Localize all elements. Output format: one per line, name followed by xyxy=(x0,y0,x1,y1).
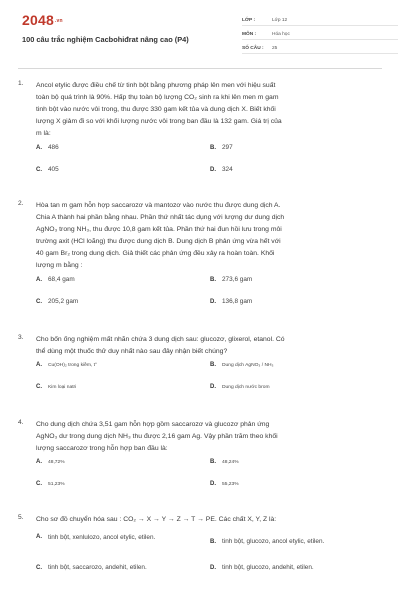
meta-row-class xyxy=(242,12,398,26)
question-line: 40 gam Br₂ trong dung dịch. Giả thiết các phản ứng đều xảy ra hoàn toàn. Khối xyxy=(36,250,275,257)
meta-value: 25 xyxy=(272,46,278,51)
option-b[interactable] xyxy=(210,538,324,545)
option-text: 48,24% xyxy=(222,459,239,465)
option-d[interactable] xyxy=(210,384,270,390)
option-a[interactable] xyxy=(36,276,75,283)
answer-options xyxy=(36,362,384,410)
meta-row-subject xyxy=(242,26,398,40)
meta-value: Lớp 12 xyxy=(272,18,288,23)
option-key: D. xyxy=(210,384,216,390)
option-text: 205,2 gam xyxy=(48,298,79,305)
answer-options xyxy=(36,276,384,324)
question-line: Cho sơ đồ chuyển hóa sau : CO₂ → X → Y → Z → T → PE. Các chất X, Y, Z là: xyxy=(36,516,277,523)
option-key: D. xyxy=(210,166,216,173)
option-text: Dung dịch AgNO₃ / NH₃ xyxy=(222,362,274,368)
answer-options xyxy=(36,459,384,507)
option-a[interactable] xyxy=(36,532,196,543)
option-text: 405 xyxy=(48,166,59,173)
option-text: tinh bột, glucozo, ancol etylic, etilen. xyxy=(222,538,325,545)
option-b[interactable] xyxy=(210,144,233,151)
option-key: A. xyxy=(36,276,42,283)
worksheet-header xyxy=(18,0,382,70)
option-key: A. xyxy=(36,362,42,368)
question-line: toàn bộ quá trình là 90%. Hấp thụ toàn bộ lượng CO₂ sinh ra khi lên men m gam xyxy=(36,94,279,101)
option-c[interactable] xyxy=(36,384,76,390)
option-text: Cu(OH)₂ trong kiềm, t° xyxy=(48,362,97,368)
question-line: lượng saccarozơ trong hỗn hợp ban đầu là: xyxy=(36,445,168,452)
question-line: thể dùng một thuốc thử duy nhất nào sau đây nhận biết chúng? xyxy=(36,348,228,355)
question-line: m là: xyxy=(36,130,51,137)
meta-key: SỐ CÂU : xyxy=(242,46,264,51)
option-key: C. xyxy=(36,564,42,571)
meta-key: MÔN : xyxy=(242,32,257,37)
question-5 xyxy=(18,514,384,590)
option-d[interactable] xyxy=(210,564,314,571)
question-line: Cho bốn ống nghiệm mất nhãn chứa 3 dung dịch sau: glucozơ, glixerol, etanol. Có xyxy=(36,336,285,343)
question-number: 3. xyxy=(18,334,24,341)
option-c[interactable] xyxy=(36,481,65,487)
option-key: A. xyxy=(36,144,42,151)
question-line: tinh bột vào nước vôi trong, thu được 330 gam kết tủa và dung dịch X. Biết khối xyxy=(36,106,276,113)
question-text xyxy=(36,334,384,358)
question-line: lượng m bằng : xyxy=(36,262,83,269)
option-key: A. xyxy=(36,459,42,465)
option-key: B. xyxy=(210,459,216,465)
option-key: D. xyxy=(210,481,216,487)
logo-sub: .vn xyxy=(54,18,63,25)
question-number: 1. xyxy=(18,80,24,87)
option-key: B. xyxy=(210,276,216,283)
option-text: 48,72% xyxy=(48,459,65,465)
option-key: C. xyxy=(36,298,42,305)
option-key: A. xyxy=(36,534,42,540)
option-key: B. xyxy=(210,538,216,545)
question-line: Chia A thành hai phần bằng nhau. Phần thứ nhất tác dụng với lượng dư dung dịch xyxy=(36,214,285,221)
option-text: Kim loại natri xyxy=(48,384,77,390)
question-text xyxy=(36,419,384,455)
option-key: C. xyxy=(36,481,42,487)
question-3 xyxy=(18,334,384,410)
worksheet-title: 100 câu trắc nghiệm Cacbohiđrat nâng cao (P4) xyxy=(22,35,189,44)
meta-value: Hóa học xyxy=(272,32,290,37)
question-text xyxy=(36,80,384,140)
option-text: 136,8 gam xyxy=(222,298,253,305)
question-number: 2. xyxy=(18,200,24,207)
option-text: 486 xyxy=(48,144,59,151)
option-key: B. xyxy=(210,362,216,368)
question-line: AgNO₃ trong NH₃, thu được 10,8 gam kết tủa. Phần thứ hai đun hồi lưu trong môi xyxy=(36,226,282,233)
option-text: tinh bột, glucozo, andehit, etilen. xyxy=(222,564,314,571)
option-text: 51,23% xyxy=(48,481,65,487)
question-line: lượng X giảm đi so với khối lượng nước vôi trong ban đầu là 132 gam. Giá trị của xyxy=(36,118,282,125)
option-key: D. xyxy=(210,298,216,305)
option-text: 297 xyxy=(222,144,233,151)
header-divider xyxy=(18,68,382,69)
meta-row-count xyxy=(242,40,398,54)
option-d[interactable] xyxy=(210,166,233,173)
question-line: Hòa tan m gam hỗn hợp saccarozơ và mantozơ vào nước thu được dung dịch A. xyxy=(36,202,281,209)
option-text: 55,23% xyxy=(222,481,239,487)
option-key: B. xyxy=(210,144,216,151)
option-text: 273,6 gam xyxy=(222,276,253,283)
question-text xyxy=(36,200,384,272)
option-b[interactable] xyxy=(210,276,252,283)
option-c[interactable] xyxy=(36,166,59,173)
question-text xyxy=(36,514,384,526)
option-text: Dung dịch nước brom xyxy=(222,384,270,390)
answer-options xyxy=(36,530,384,590)
option-c[interactable] xyxy=(36,298,78,305)
site-logo[interactable] xyxy=(22,12,63,28)
question-number: 4. xyxy=(18,419,24,426)
meta-key: LỚP : xyxy=(242,18,256,23)
option-a[interactable] xyxy=(36,459,65,465)
option-c[interactable] xyxy=(36,564,147,571)
option-a[interactable] xyxy=(36,362,97,368)
answer-options xyxy=(36,144,384,192)
option-d[interactable] xyxy=(210,481,239,487)
option-key: D. xyxy=(210,564,216,571)
option-b[interactable] xyxy=(210,362,274,368)
option-text: tinh bột, xenlulozo, ancol etylic, etilen. xyxy=(48,534,156,541)
question-number: 5. xyxy=(18,514,24,521)
logo-main: 2048 xyxy=(22,12,54,28)
option-b[interactable] xyxy=(210,459,239,465)
question-1 xyxy=(18,80,384,192)
option-a[interactable] xyxy=(36,144,59,151)
question-4 xyxy=(18,419,384,507)
meta-table xyxy=(242,12,398,54)
option-text: 68,4 gam xyxy=(48,276,75,283)
option-key: C. xyxy=(36,384,42,390)
question-line: Cho dung dịch chứa 3,51 gam hỗn hợp gồm saccarozơ và glucozơ phản ứng xyxy=(36,421,270,428)
option-d[interactable] xyxy=(210,298,252,305)
question-line: AgNO₃ dư trong dung dịch NH₃ thu được 2,16 gam Ag. Vậy phần trăm theo khối xyxy=(36,433,278,440)
option-text: tinh bột, saccarozo, andehit, etilen. xyxy=(48,564,147,571)
question-line: Ancol etylic được điều chế từ tinh bột bằng phương pháp lên men với hiệu suất xyxy=(36,82,276,89)
question-2 xyxy=(18,200,384,324)
option-key: C. xyxy=(36,166,42,173)
option-text: 324 xyxy=(222,166,233,173)
question-line: trường axit (HCl loãng) thu được dung dịch B. Dung dịch B phản ứng vừa hết với xyxy=(36,238,281,245)
